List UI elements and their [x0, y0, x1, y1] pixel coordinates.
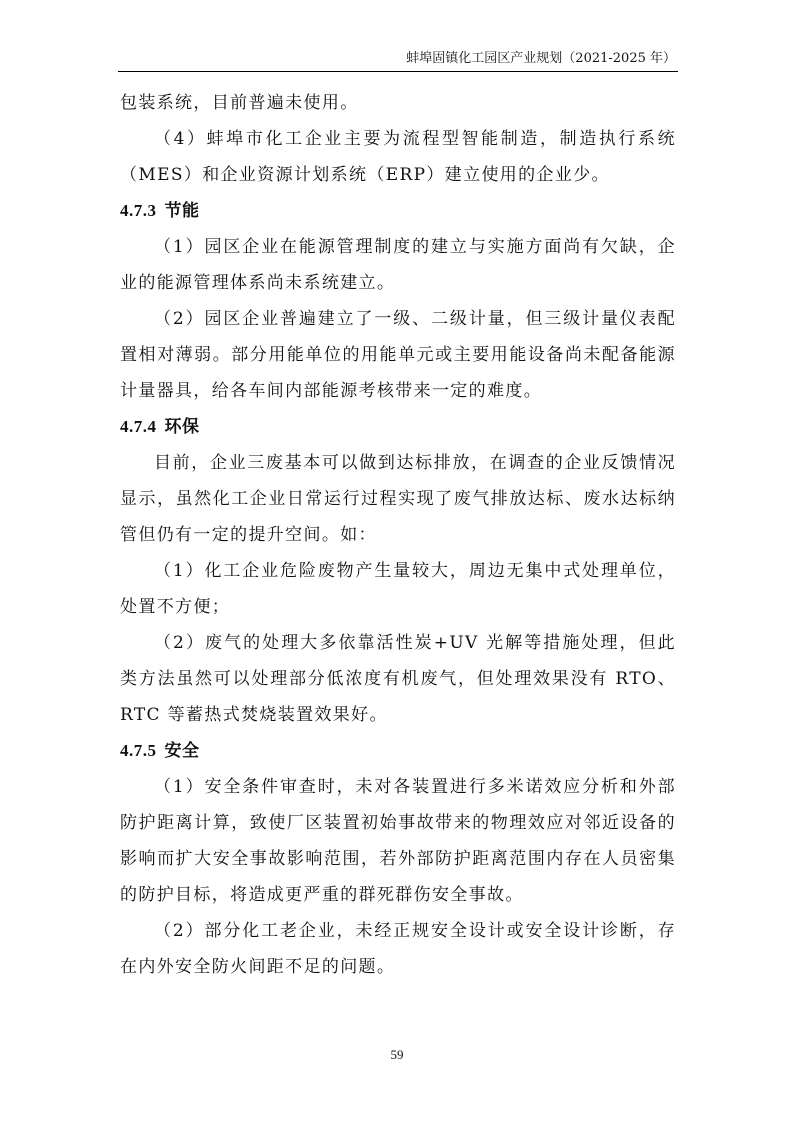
section-number: 4.7.4 — [120, 417, 157, 436]
paragraph: （2）部分化工老企业，未经正规安全设计或安全设计诊断，存在内外安全防火间距不足的问题。 — [120, 921, 676, 977]
paragraph: （4）蚌埠市化工企业主要为流程型智能制造，制造执行系统（MES）和企业资源计划系统（ERP）建立使用的企业少。 — [120, 129, 676, 185]
section-heading-4-7-4 — [120, 409, 676, 445]
document-body — [120, 85, 676, 985]
paragraph: （1）化工企业危险废物产生量较大，周边无集中式处理单位，处置不方便； — [120, 561, 676, 617]
section-heading-4-7-5 — [120, 733, 676, 769]
header-divider — [118, 71, 678, 72]
paragraph: （2）废气的处理大多依靠活性炭+UV 光解等措施处理，但此类方法虽然可以处理部分低浓度有机废气，但处理效果没有 RTO、RTC 等蓄热式焚烧装置效果好。 — [120, 633, 676, 725]
section-title: 环保 — [164, 417, 200, 437]
section-heading-4-7-3 — [120, 193, 676, 229]
page-number: 59 — [390, 1047, 404, 1062]
section-number: 4.7.5 — [120, 741, 157, 760]
running-header: 蚌埠固镇化工园区产业规划（2021-2025 年） — [406, 51, 676, 66]
paragraph: 包装系统，目前普遍未使用。 — [120, 93, 359, 113]
paragraph: （1）园区企业在能源管理制度的建立与实施方面尚有欠缺，企业的能源管理体系尚未系统建立。 — [120, 237, 676, 293]
paragraph: （1）安全条件审查时，未对各装置进行多米诺效应分析和外部防护距离计算，致使厂区装置初始事故带来的物理效应对邻近设备的影响而扩大安全事故影响范围，若外部防护距离范围内存在人员密集的防护目标，将造成更严重的群死群伤安全事故。 — [120, 777, 676, 905]
paragraph: 目前，企业三废基本可以做到达标排放，在调查的企业反馈情况显示，虽然化工企业日常运行过程实现了废气排放达标、废水达标纳管但仍有一定的提升空间。如： — [120, 453, 676, 545]
paragraph: （2）园区企业普遍建立了一级、二级计量，但三级计量仪表配置相对薄弱。部分用能单位的用能单元或主要用能设备尚未配备能源计量器具，给各车间内部能源考核带来一定的难度。 — [120, 309, 676, 401]
section-title: 节能 — [164, 201, 200, 221]
section-number: 4.7.3 — [120, 201, 157, 220]
section-title: 安全 — [164, 741, 200, 761]
